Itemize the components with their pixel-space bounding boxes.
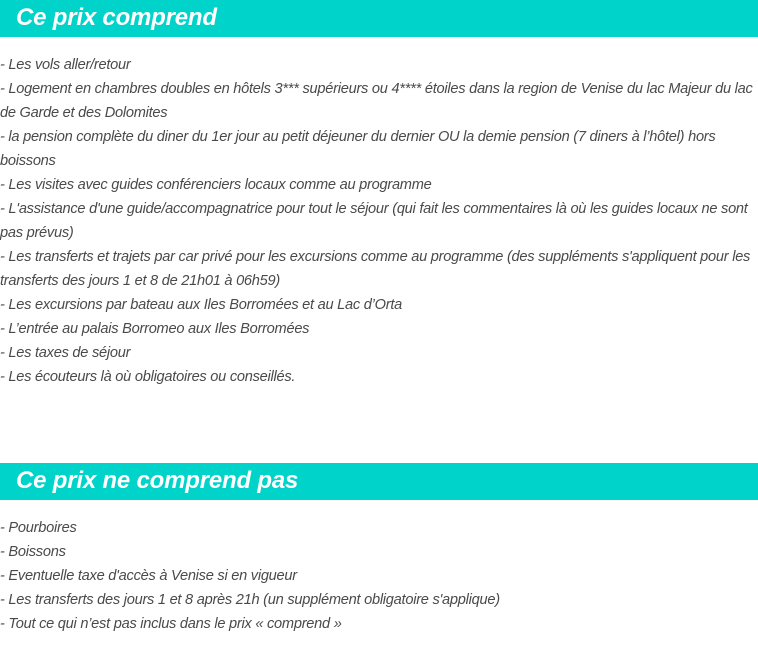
included-item-boat-excursions: - Les excursions par bateau aux Iles Borromées et au Lac d’Orta [0,297,403,313]
included-item-board: - la pension complète du diner du 1er jour au petit déjeuner du dernier OU la demie pension (7 diners à l’hôtel) hors boissons [0,129,716,169]
excluded-section-header [0,463,758,500]
included-item-headphones: - Les écouteurs là où obligatoires ou conseillés. [0,369,296,385]
included-section-header [0,0,758,37]
included-item-tourist-tax: - Les taxes de séjour [0,345,131,361]
included-item-transfers: - Les transferts et trajets par car privé pour les excursions comme au programme (des suppléments s'appliquent pour les transferts des jours 1 et 8 de 21h01 à 06h59) [0,249,751,289]
excluded-items-list [0,516,758,636]
excluded-item-tips: - Pourboires [0,520,77,536]
excluded-item-everything-else: - Tout ce qui n’est pas inclus dans le prix « comprend » [0,616,342,632]
excluded-item-drinks: - Boissons [0,544,66,560]
included-item-guided-visits: - Les visites avec guides conférenciers locaux comme au programme [0,177,432,193]
excluded-section-title: Ce prix ne comprend pas [16,467,299,494]
excluded-item-venice-tax: - Eventuelle taxe d'accès à Venise si en vigueur [0,568,297,584]
included-item-flights: - Les vols aller/retour [0,57,131,73]
included-section-title: Ce prix comprend [16,4,217,31]
included-item-assistance: - L'assistance d'une guide/accompagnatrice pour tout le séjour (qui fait les commentaires là où les guides locaux ne sont pas prévus) [0,201,748,241]
included-items-list [0,53,758,389]
included-item-palace-entry: - L’entrée au palais Borromeo aux Iles Borromées [0,321,310,337]
included-item-lodging: - Logement en chambres doubles en hôtels 3*** supérieurs ou 4**** étoiles dans la region de Venise du lac Majeur du lac de Garde et des Dolomites [0,81,753,121]
excluded-item-late-transfers: - Les transferts des jours 1 et 8 après 21h (un supplément obligatoire s'applique) [0,592,500,608]
